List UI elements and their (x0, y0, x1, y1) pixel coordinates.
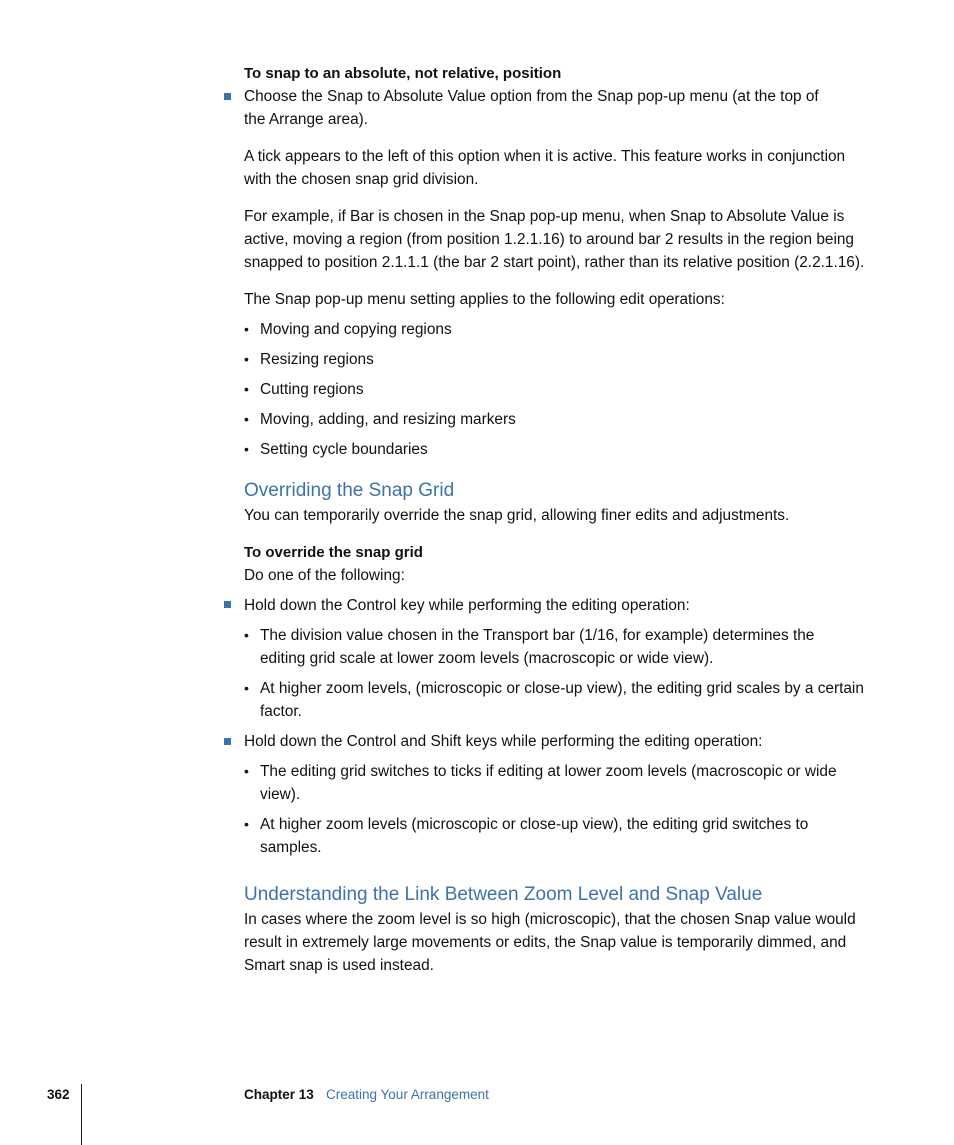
paragraph-line: Smart snap is used instead. (244, 957, 434, 974)
step-line: Choose the Snap to Absolute Value option from the Snap pop-up menu (at the top of (244, 88, 819, 105)
paragraph-line: snapped to position 2.1.1.1 (the bar 2 start point), rather than its relative position (2.2.1.16). (244, 254, 865, 271)
footer-divider (81, 1084, 82, 1145)
square-bullet-icon (224, 93, 231, 100)
footer-chapter-label: Chapter 13 (244, 1087, 314, 1102)
footer-chapter-title: Creating Your Arrangement (326, 1087, 489, 1102)
step-line: the Arrange area). (244, 111, 369, 128)
section-heading-overriding: Overriding the Snap Grid (244, 480, 455, 501)
bullet-icon: • (244, 441, 249, 457)
list-item: Cutting regions (260, 381, 364, 398)
paragraph-line: with the chosen snap grid division. (244, 171, 479, 188)
list-item: Moving, adding, and resizing markers (260, 411, 516, 428)
list-item: editing grid scale at lower zoom levels (macroscopic or wide view). (260, 650, 714, 667)
bullet-icon: • (244, 627, 249, 643)
list-item: Resizing regions (260, 351, 374, 368)
square-bullet-icon (224, 601, 231, 608)
bullet-icon: • (244, 381, 249, 397)
list-item: At higher zoom levels, (microscopic or close-up view), the editing grid scales by a certain (260, 680, 864, 697)
task-title-absolute-snap: To snap to an absolute, not relative, position (244, 65, 562, 82)
paragraph-line: The Snap pop-up menu setting applies to the following edit operations: (244, 291, 725, 308)
section-heading-zoom-link: Understanding the Link Between Zoom Level and Snap Value (244, 884, 763, 905)
list-item: At higher zoom levels (microscopic or close-up view), the editing grid switches to (260, 816, 809, 833)
bullet-icon: • (244, 321, 249, 337)
paragraph-line: Do one of the following: (244, 567, 405, 584)
bullet-icon: • (244, 411, 249, 427)
list-item: view). (260, 786, 301, 803)
list-item: The division value chosen in the Transport bar (1/16, for example) determines the (260, 627, 815, 644)
task-title-override: To override the snap grid (244, 544, 423, 561)
list-item: samples. (260, 839, 322, 856)
square-bullet-icon (224, 738, 231, 745)
paragraph-line: result in extremely large movements or edits, the Snap value is temporarily dimmed, and (244, 934, 847, 951)
paragraph-line: A tick appears to the left of this option when it is active. This feature works in conjunction (244, 148, 846, 165)
page-number: 362 (47, 1087, 70, 1102)
list-item: Moving and copying regions (260, 321, 452, 338)
bullet-icon: • (244, 816, 249, 832)
paragraph-line: active, moving a region (from position 1.2.1.16) to around bar 2 results in the region being (244, 231, 854, 248)
option-line: Hold down the Control and Shift keys while performing the editing operation: (244, 733, 763, 750)
list-item: Setting cycle boundaries (260, 441, 428, 458)
paragraph-line: In cases where the zoom level is so high (microscopic), that the chosen Snap value would (244, 911, 856, 928)
bullet-icon: • (244, 763, 249, 779)
option-line: Hold down the Control key while performing the editing operation: (244, 597, 690, 614)
paragraph-line: For example, if Bar is chosen in the Snap pop-up menu, when Snap to Absolute Value is (244, 208, 845, 225)
bullet-icon: • (244, 680, 249, 696)
list-item: factor. (260, 703, 302, 720)
bullet-icon: • (244, 351, 249, 367)
list-item: The editing grid switches to ticks if editing at lower zoom levels (macroscopic or wide (260, 763, 837, 780)
paragraph-line: You can temporarily override the snap grid, allowing finer edits and adjustments. (244, 507, 790, 524)
